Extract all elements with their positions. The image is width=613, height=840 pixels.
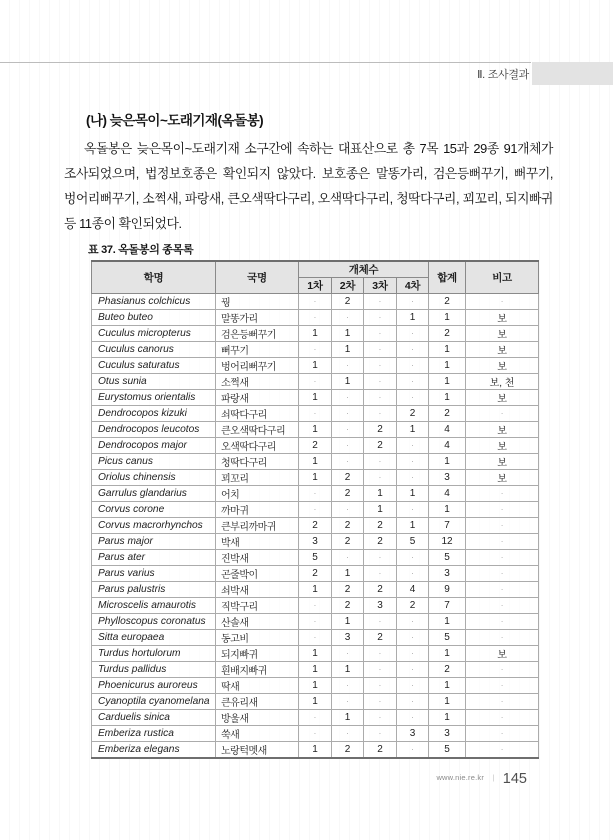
cell-c2: 2 [332, 742, 364, 759]
cell-total: 2 [429, 662, 466, 678]
cell-c2: 1 [332, 374, 364, 390]
cell-total: 1 [429, 694, 466, 710]
cell-c4: · [397, 358, 429, 374]
cell-c2: · [332, 390, 364, 406]
cell-kor: 노랑턱멧새 [216, 742, 299, 759]
cell-c2: 1 [332, 326, 364, 342]
cell-total: 4 [429, 422, 466, 438]
table-row [92, 630, 539, 646]
cell-total: 1 [429, 454, 466, 470]
cell-c4: · [397, 710, 429, 726]
table-row [92, 710, 539, 726]
cell-sci: Corvus macrorhynchos [92, 518, 216, 534]
cell-c3: · [364, 390, 397, 406]
cell-c1: 1 [299, 646, 332, 662]
cell-c1: · [299, 294, 332, 310]
cell-c3: · [364, 550, 397, 566]
cell-note: 보 [466, 454, 539, 470]
cell-c3: · [364, 326, 397, 342]
cell-c4: · [397, 294, 429, 310]
cell-c4: · [397, 646, 429, 662]
cell-c3: · [364, 726, 397, 742]
cell-sci: Cuculus micropterus [92, 326, 216, 342]
table-row [92, 726, 539, 742]
cell-c1: 3 [299, 534, 332, 550]
cell-sci: Parus palustris [92, 582, 216, 598]
cell-c3: 3 [364, 598, 397, 614]
cell-c1: 5 [299, 550, 332, 566]
cell-sci: Turdus hortulorum [92, 646, 216, 662]
cell-c4: · [397, 470, 429, 486]
cell-c4: 5 [397, 534, 429, 550]
cell-kor: 곤줄박이 [216, 566, 299, 582]
column-header-korean-name: 국명 [216, 261, 299, 294]
cell-note: · [466, 582, 539, 598]
cell-c1: · [299, 342, 332, 358]
cell-sci: Corvus corone [92, 502, 216, 518]
cell-sci: Turdus pallidus [92, 662, 216, 678]
page-footer [0, 770, 527, 788]
cell-c1: · [299, 310, 332, 326]
cell-c3: · [364, 374, 397, 390]
table-row [92, 294, 539, 310]
table-caption: 표 37. 옥돌봉의 종목록 [88, 244, 194, 256]
cell-kor: 파랑새 [216, 390, 299, 406]
column-header-round-4: 4차 [397, 278, 429, 294]
table-row [92, 310, 539, 326]
table-row [92, 358, 539, 374]
table-row [92, 550, 539, 566]
cell-c4: 1 [397, 518, 429, 534]
cell-c3: 2 [364, 742, 397, 759]
cell-note: · [466, 502, 539, 518]
cell-c4: · [397, 662, 429, 678]
table-row [92, 406, 539, 422]
cell-c1: 1 [299, 678, 332, 694]
cell-c4: · [397, 438, 429, 454]
cell-c2: · [332, 678, 364, 694]
cell-note: 보 [466, 438, 539, 454]
cell-total: 7 [429, 598, 466, 614]
cell-c4: · [397, 390, 429, 406]
table-row [92, 678, 539, 694]
cell-note: 보 [466, 390, 539, 406]
cell-sci: Phylloscopus coronatus [92, 614, 216, 630]
cell-total: 1 [429, 614, 466, 630]
cell-c2: 2 [332, 582, 364, 598]
cell-total: 1 [429, 678, 466, 694]
cell-c3: · [364, 294, 397, 310]
cell-kor: 딱새 [216, 678, 299, 694]
cell-sci: Buteo buteo [92, 310, 216, 326]
cell-c3: · [364, 614, 397, 630]
cell-c1: 1 [299, 742, 332, 759]
cell-total: 2 [429, 406, 466, 422]
cell-c3: 2 [364, 582, 397, 598]
cell-c1: · [299, 486, 332, 502]
cell-sci: Sitta europaea [92, 630, 216, 646]
cell-c1: 1 [299, 662, 332, 678]
cell-c3: · [364, 310, 397, 326]
cell-c4: · [397, 678, 429, 694]
cell-sci: Otus sunia [92, 374, 216, 390]
cell-note: 보 [466, 342, 539, 358]
cell-total: 2 [429, 294, 466, 310]
cell-kor: 검은등뻐꾸기 [216, 326, 299, 342]
cell-kor: 직박구리 [216, 598, 299, 614]
cell-c1: · [299, 710, 332, 726]
cell-kor: 벙어리뻐꾸기 [216, 358, 299, 374]
table-row [92, 390, 539, 406]
cell-note: · [466, 406, 539, 422]
cell-total: 1 [429, 646, 466, 662]
cell-c3: · [364, 646, 397, 662]
table-row [92, 454, 539, 470]
cell-c1: 1 [299, 470, 332, 486]
cell-c4: · [397, 454, 429, 470]
cell-sci: Emberiza elegans [92, 742, 216, 759]
species-table-body [92, 294, 539, 759]
cell-note: · [466, 550, 539, 566]
cell-kor: 쑥새 [216, 726, 299, 742]
cell-kor: 진박새 [216, 550, 299, 566]
cell-c2: · [332, 550, 364, 566]
cell-kor: 쇠박새 [216, 582, 299, 598]
cell-c4: · [397, 694, 429, 710]
table-row [92, 422, 539, 438]
cell-total: 5 [429, 550, 466, 566]
cell-c2: 2 [332, 486, 364, 502]
cell-c1: · [299, 726, 332, 742]
column-header-scientific-name: 학명 [92, 261, 216, 294]
cell-c1: 2 [299, 438, 332, 454]
cell-kor: 되지빠귀 [216, 646, 299, 662]
column-header-total: 합계 [429, 261, 466, 294]
column-header-note: 비고 [466, 261, 539, 294]
cell-total: 1 [429, 310, 466, 326]
cell-total: 3 [429, 566, 466, 582]
table-row [92, 566, 539, 582]
cell-c4: 1 [397, 486, 429, 502]
cell-kor: 박새 [216, 534, 299, 550]
cell-sci: Emberiza rustica [92, 726, 216, 742]
cell-total: 1 [429, 710, 466, 726]
cell-sci: Parus ater [92, 550, 216, 566]
cell-c1: · [299, 630, 332, 646]
cell-kor: 오색딱다구리 [216, 438, 299, 454]
cell-sci: Eurystomus orientalis [92, 390, 216, 406]
cell-c2: 2 [332, 518, 364, 534]
table-row [92, 694, 539, 710]
cell-c3: · [364, 358, 397, 374]
cell-c2: · [332, 358, 364, 374]
footer-separator: | [492, 775, 495, 782]
table-row [92, 534, 539, 550]
cell-c3: · [364, 566, 397, 582]
table-row [92, 742, 539, 759]
table-row [92, 598, 539, 614]
cell-c2: 1 [332, 662, 364, 678]
cell-c3: 1 [364, 502, 397, 518]
cell-kor: 어치 [216, 486, 299, 502]
cell-c4: 4 [397, 582, 429, 598]
column-header-round-2: 2차 [332, 278, 364, 294]
cell-c4: · [397, 630, 429, 646]
cell-total: 5 [429, 630, 466, 646]
cell-c3: · [364, 694, 397, 710]
cell-c1: 1 [299, 358, 332, 374]
cell-sci: Cyanoptila cyanomelana [92, 694, 216, 710]
cell-c4: · [397, 550, 429, 566]
cell-sci: Picus canus [92, 454, 216, 470]
table-row [92, 438, 539, 454]
header-rule [0, 62, 531, 63]
cell-sci: Dendrocopos kizuki [92, 406, 216, 422]
cell-c3: 2 [364, 534, 397, 550]
cell-note: · [466, 742, 539, 759]
cell-note: · [466, 694, 539, 710]
cell-c2: 2 [332, 470, 364, 486]
cell-total: 4 [429, 486, 466, 502]
cell-kor: 동고비 [216, 630, 299, 646]
cell-c2: 3 [332, 630, 364, 646]
table-row [92, 614, 539, 630]
cell-c4: · [397, 374, 429, 390]
table-row [92, 518, 539, 534]
table-row [92, 646, 539, 662]
species-table [91, 260, 539, 759]
cell-total: 1 [429, 390, 466, 406]
cell-note: · [466, 614, 539, 630]
body-paragraph: 옥돌봉은 늦은목이~도래기재 소구간에 속하는 대표산으로 총 7목 15과 29종 91개체가 조사되었으며, 법정보호종은 확인되지 않았다. 보호종은 말똥가리, 검은등뻐꾸기, 뻐꾸기, 벙어리뻐꾸기, 소쩍새, 파랑새, 큰오색딱다구리, 오색딱다구리, 청딱다구리, 꾀꼬리, 되지빠귀 등 11종이 확인되었다. [64, 141, 553, 231]
table-row [92, 342, 539, 358]
cell-c3: 2 [364, 422, 397, 438]
cell-sci: Cuculus saturatus [92, 358, 216, 374]
cell-note: 보 [466, 358, 539, 374]
cell-c3: 2 [364, 438, 397, 454]
cell-c3: · [364, 662, 397, 678]
cell-note: · [466, 486, 539, 502]
running-header: Ⅱ. 조사결과 [477, 69, 529, 81]
cell-c4: · [397, 742, 429, 759]
cell-c1: · [299, 598, 332, 614]
cell-c3: 2 [364, 518, 397, 534]
cell-c4: · [397, 502, 429, 518]
cell-kor: 큰부리까마귀 [216, 518, 299, 534]
cell-c1: 1 [299, 694, 332, 710]
cell-c4: 2 [397, 406, 429, 422]
cell-c2: 1 [332, 710, 364, 726]
cell-note: · [466, 518, 539, 534]
table-row [92, 502, 539, 518]
cell-c3: 1 [364, 486, 397, 502]
cell-note: 보 [466, 326, 539, 342]
cell-c3: 2 [364, 630, 397, 646]
column-header-round-1: 1차 [299, 278, 332, 294]
cell-note: · [466, 662, 539, 678]
cell-kor: 꿩 [216, 294, 299, 310]
cell-kor: 소쩍새 [216, 374, 299, 390]
cell-c2: · [332, 646, 364, 662]
cell-sci: Phoenicurus auroreus [92, 678, 216, 694]
cell-note: · [466, 534, 539, 550]
cell-note: 보 [466, 646, 539, 662]
cell-total: 5 [429, 742, 466, 759]
cell-c4: 3 [397, 726, 429, 742]
cell-sci: Phasianus colchicus [92, 294, 216, 310]
cell-kor: 뻐꾸기 [216, 342, 299, 358]
cell-total: 3 [429, 470, 466, 486]
cell-c1: · [299, 614, 332, 630]
cell-c4: · [397, 342, 429, 358]
cell-c3: · [364, 454, 397, 470]
cell-total: 4 [429, 438, 466, 454]
cell-note: 보 [466, 470, 539, 486]
cell-c2: · [332, 502, 364, 518]
cell-total: 1 [429, 358, 466, 374]
cell-c1: · [299, 406, 332, 422]
cell-sci: Oriolus chinensis [92, 470, 216, 486]
cell-note: · [466, 598, 539, 614]
cell-c2: 1 [332, 566, 364, 582]
footer-url: www.nie.re.kr [436, 773, 485, 782]
cell-kor: 큰오색딱다구리 [216, 422, 299, 438]
cell-sci: Parus varius [92, 566, 216, 582]
cell-c4: 1 [397, 310, 429, 326]
cell-total: 1 [429, 342, 466, 358]
cell-c2: 2 [332, 598, 364, 614]
cell-note: · [466, 566, 539, 582]
table-row [92, 374, 539, 390]
cell-note: · [466, 630, 539, 646]
cell-c2: · [332, 406, 364, 422]
cell-c2: 2 [332, 534, 364, 550]
cell-kor: 말똥가리 [216, 310, 299, 326]
cell-c3: · [364, 470, 397, 486]
cell-c3: · [364, 342, 397, 358]
cell-note: · [466, 726, 539, 742]
cell-total: 2 [429, 326, 466, 342]
table-row [92, 486, 539, 502]
cell-c2: · [332, 422, 364, 438]
table-row [92, 662, 539, 678]
cell-c1: 2 [299, 566, 332, 582]
cell-sci: Dendrocopos leucotos [92, 422, 216, 438]
cell-kor: 까마귀 [216, 502, 299, 518]
section-title: (나) 늦은목이~도래기재(옥돌봉) [86, 113, 264, 128]
table-row [92, 582, 539, 598]
cell-kor: 큰유리새 [216, 694, 299, 710]
cell-c2: · [332, 438, 364, 454]
cell-note: · [466, 294, 539, 310]
cell-kor: 흰배지빠귀 [216, 662, 299, 678]
cell-c1: 1 [299, 326, 332, 342]
cell-c1: · [299, 374, 332, 390]
cell-sci: Cuculus canorus [92, 342, 216, 358]
cell-c4: 2 [397, 598, 429, 614]
cell-c2: · [332, 310, 364, 326]
species-table-header [92, 261, 539, 294]
cell-c4: · [397, 326, 429, 342]
table-row [92, 326, 539, 342]
column-header-round-3: 3차 [364, 278, 397, 294]
cell-c1: 2 [299, 518, 332, 534]
cell-c2: 1 [332, 614, 364, 630]
cell-sci: Carduelis sinica [92, 710, 216, 726]
cell-sci: Garrulus glandarius [92, 486, 216, 502]
cell-c1: 1 [299, 390, 332, 406]
cell-c1: 1 [299, 454, 332, 470]
cell-note: 보 [466, 310, 539, 326]
cell-c3: · [364, 406, 397, 422]
table-row [92, 470, 539, 486]
cell-total: 7 [429, 518, 466, 534]
cell-c3: · [364, 678, 397, 694]
cell-kor: 산솔새 [216, 614, 299, 630]
cell-c2: 1 [332, 342, 364, 358]
cell-c4: · [397, 614, 429, 630]
cell-sci: Parus major [92, 534, 216, 550]
cell-note: · [466, 710, 539, 726]
column-header-count-group: 개체수 [299, 261, 429, 278]
cell-c1: 1 [299, 422, 332, 438]
cell-kor: 꾀꼬리 [216, 470, 299, 486]
cell-total: 3 [429, 726, 466, 742]
cell-c4: 1 [397, 422, 429, 438]
cell-c3: · [364, 710, 397, 726]
page-number: 145 [502, 771, 527, 787]
cell-sci: Dendrocopos major [92, 438, 216, 454]
cell-sci: Microscelis amaurotis [92, 598, 216, 614]
cell-c1: · [299, 502, 332, 518]
cell-kor: 방울새 [216, 710, 299, 726]
cell-c2: · [332, 694, 364, 710]
cell-c1: 1 [299, 582, 332, 598]
cell-c4: · [397, 566, 429, 582]
cell-total: 1 [429, 374, 466, 390]
cell-total: 1 [429, 502, 466, 518]
cell-note: 보 [466, 422, 539, 438]
cell-c2: · [332, 454, 364, 470]
cell-total: 12 [429, 534, 466, 550]
cell-note: · [466, 678, 539, 694]
cell-kor: 청딱다구리 [216, 454, 299, 470]
cell-note: 보, 천 [466, 374, 539, 390]
cell-total: 9 [429, 582, 466, 598]
header-tab-box [532, 62, 613, 85]
cell-kor: 쇠딱다구리 [216, 406, 299, 422]
cell-c2: · [332, 726, 364, 742]
cell-c2: 2 [332, 294, 364, 310]
